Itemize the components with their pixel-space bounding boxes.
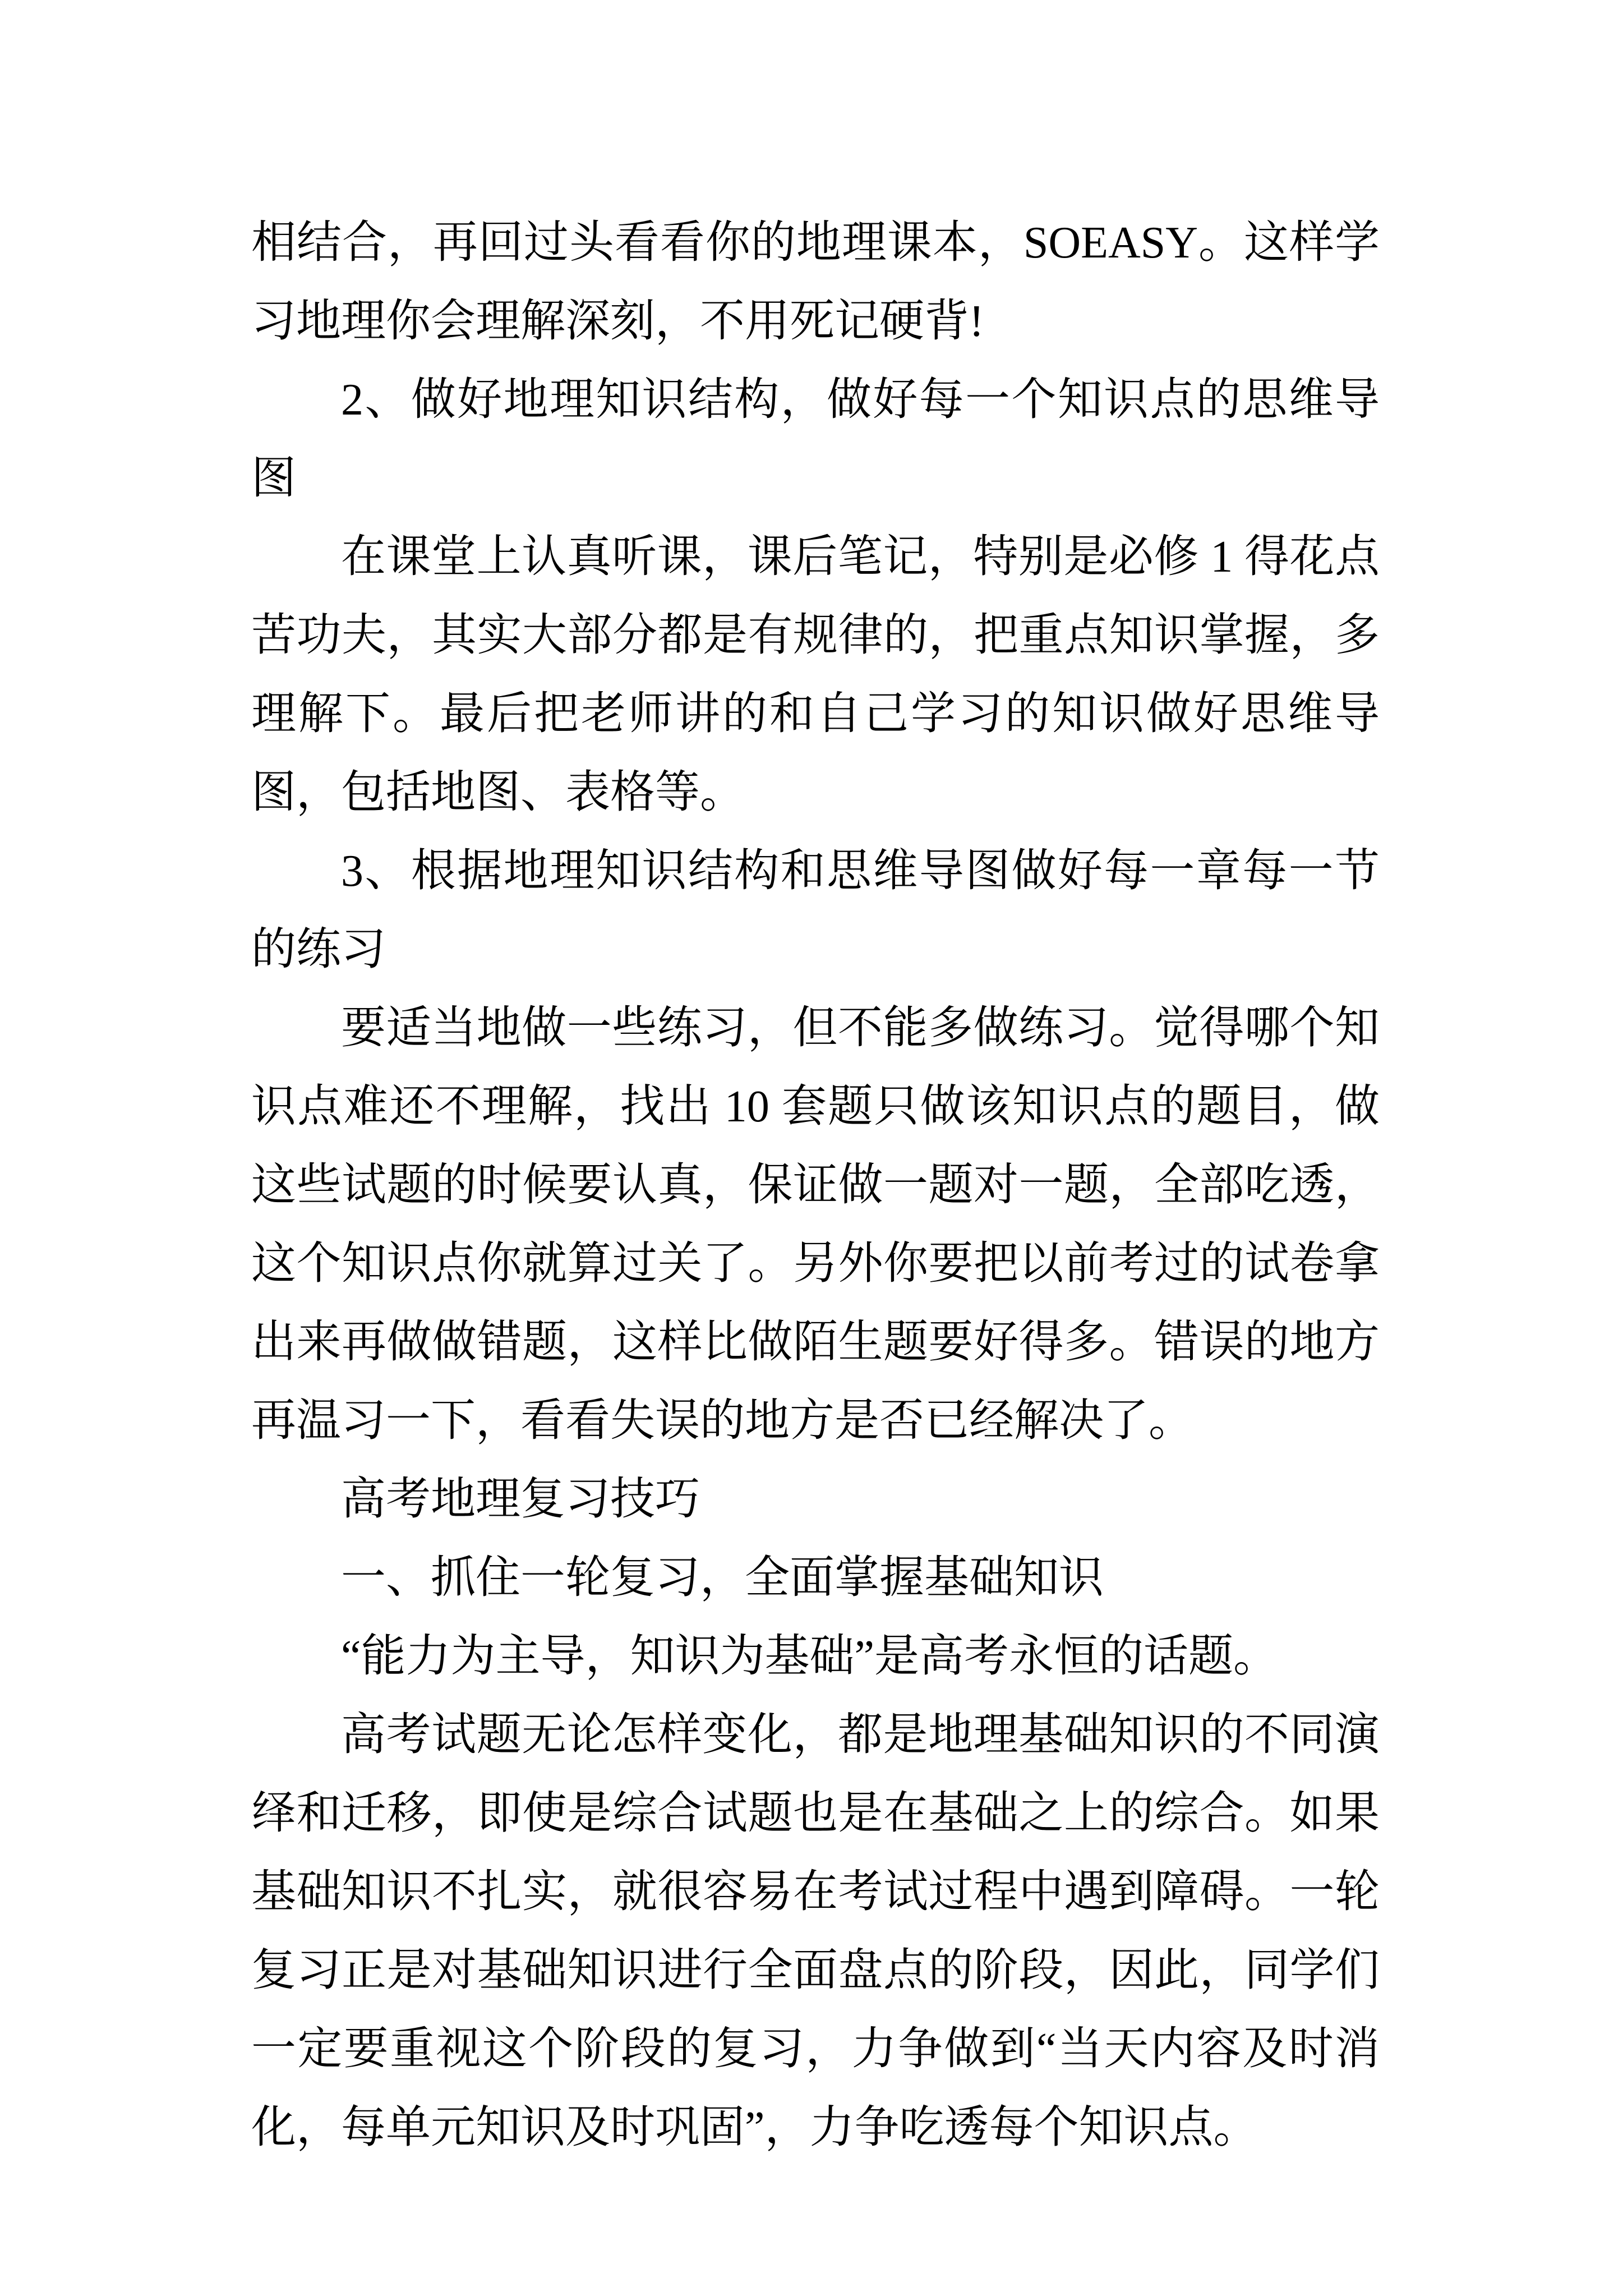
paragraph: 2、做好地理知识结构，做好每一个知识点的思维导图 <box>251 375 1380 503</box>
paragraph: 高考试题无论怎样变化，都是地理基础知识的不同演绎和迁移，即使是综合试题也是在基础之上的综合。如果基础知识不扎实，就很容易在考试过程中遇到障碍。一轮复习正是对基础知识进行全面盘点的阶段，因此，同学们一定要重视这个阶段的复习，力争做到“当天内容及时消化，每单元知识及时巩固”，力争吃透每个知识点。 <box>251 1710 1380 2152</box>
paragraph: “能力为主导，知识为基础”是高考永恒的话题。 <box>341 1632 1279 1681</box>
document-body-text <box>251 204 1380 2167</box>
paragraph: 在课堂上认真听课，课后笔记，特别是必修 1 得花点苦功夫，其实大部分都是有规律的，把重点知识掌握，多理解下。最后把老师讲的和自己学习的知识做好思维导图，包括地图、表格等。 <box>251 532 1380 817</box>
paragraph: 一、抓住一轮复习，全面掌握基础知识 <box>341 1553 1104 1603</box>
paragraph: 相结合，再回过头看看你的地理课本，SOEASY。这样学习地理你会理解深刻，不用死记硬背! <box>251 218 1380 346</box>
paragraph: 高考地理复习技巧 <box>341 1475 700 1524</box>
paragraph: 要适当地做一些练习，但不能多做练习。觉得哪个知识点难还不理解，找出 10 套题只做该知识点的题目，做这些试题的时候要认真，保证做一题对一题，全部吃透，这个知识点你就算过关了。另外你要把以前考过的试卷拿出来再做做错题，这样比做陌生题要好得多。错误的地方再温习一下，看看失误的地方是否已经解决了。 <box>251 1004 1380 1446</box>
paragraph: 3、根据地理知识结构和思维导图做好每一章每一节的练习 <box>251 846 1380 974</box>
